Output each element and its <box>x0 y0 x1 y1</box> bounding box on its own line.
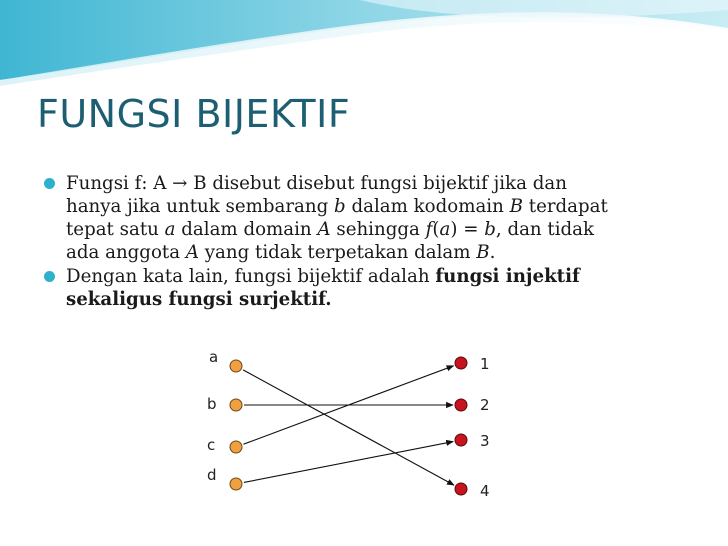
text-span: hanya jika untuk sembarang <box>66 196 335 217</box>
text-span: Fungsi f: A → B disebut disebut fungsi bijektif jika dan <box>66 173 567 194</box>
codomain-label-4: 4 <box>480 482 490 500</box>
codomain-label-1: 1 <box>480 355 490 373</box>
text-span: ada anggota <box>66 242 186 263</box>
text-span: . <box>489 242 496 263</box>
diagram-nodes <box>207 348 490 500</box>
mapping-arrow-d-3 <box>244 442 453 483</box>
codomain-label-2: 2 <box>480 396 490 414</box>
domain-node-c <box>230 441 242 453</box>
domain-node-a <box>230 360 242 372</box>
domain-label-a: a <box>209 348 219 366</box>
math-var: b <box>334 196 346 217</box>
codomain-label-3: 3 <box>480 432 490 450</box>
bold-text: sekaligus fungsi surjektif <box>66 289 326 310</box>
domain-node-d <box>230 478 242 490</box>
math-var: f <box>425 219 433 240</box>
math-var: a <box>439 219 451 240</box>
domain-label-d: d <box>207 466 217 484</box>
text-span: dalam kodomain <box>345 196 510 217</box>
text-span: tepat satu <box>66 219 165 240</box>
math-var: a <box>164 219 176 240</box>
bold-text: fungsi injektif <box>435 266 580 287</box>
math-var: b <box>484 219 496 240</box>
text-span: ( <box>432 219 440 240</box>
math-var: A <box>185 242 199 263</box>
codomain-node-4 <box>455 483 467 495</box>
codomain-node-3 <box>455 434 467 446</box>
codomain-node-1 <box>455 357 467 369</box>
page-title: FUNGSI BIJEKTIF <box>37 92 351 136</box>
text-span: sehingga <box>330 219 426 240</box>
text-span: dalam domain <box>175 219 318 240</box>
text-span: ) = <box>450 219 485 240</box>
bold-text: . <box>325 289 332 310</box>
text-span: , dan tidak <box>495 219 595 240</box>
mapping-arrow-a-4 <box>243 370 454 485</box>
text-span: Dengan kata lain, fungsi bijektif adalah <box>66 266 436 287</box>
math-var: B <box>509 196 523 217</box>
domain-node-b <box>230 399 242 411</box>
domain-label-c: c <box>207 436 216 454</box>
text-span: yang tidak terpetakan dalam <box>198 242 477 263</box>
codomain-node-2 <box>455 399 467 411</box>
math-var: B <box>476 242 490 263</box>
mapping-arrows <box>243 366 454 485</box>
domain-label-b: b <box>207 395 217 413</box>
text-span: terdapat <box>522 196 608 217</box>
math-var: A <box>317 219 331 240</box>
